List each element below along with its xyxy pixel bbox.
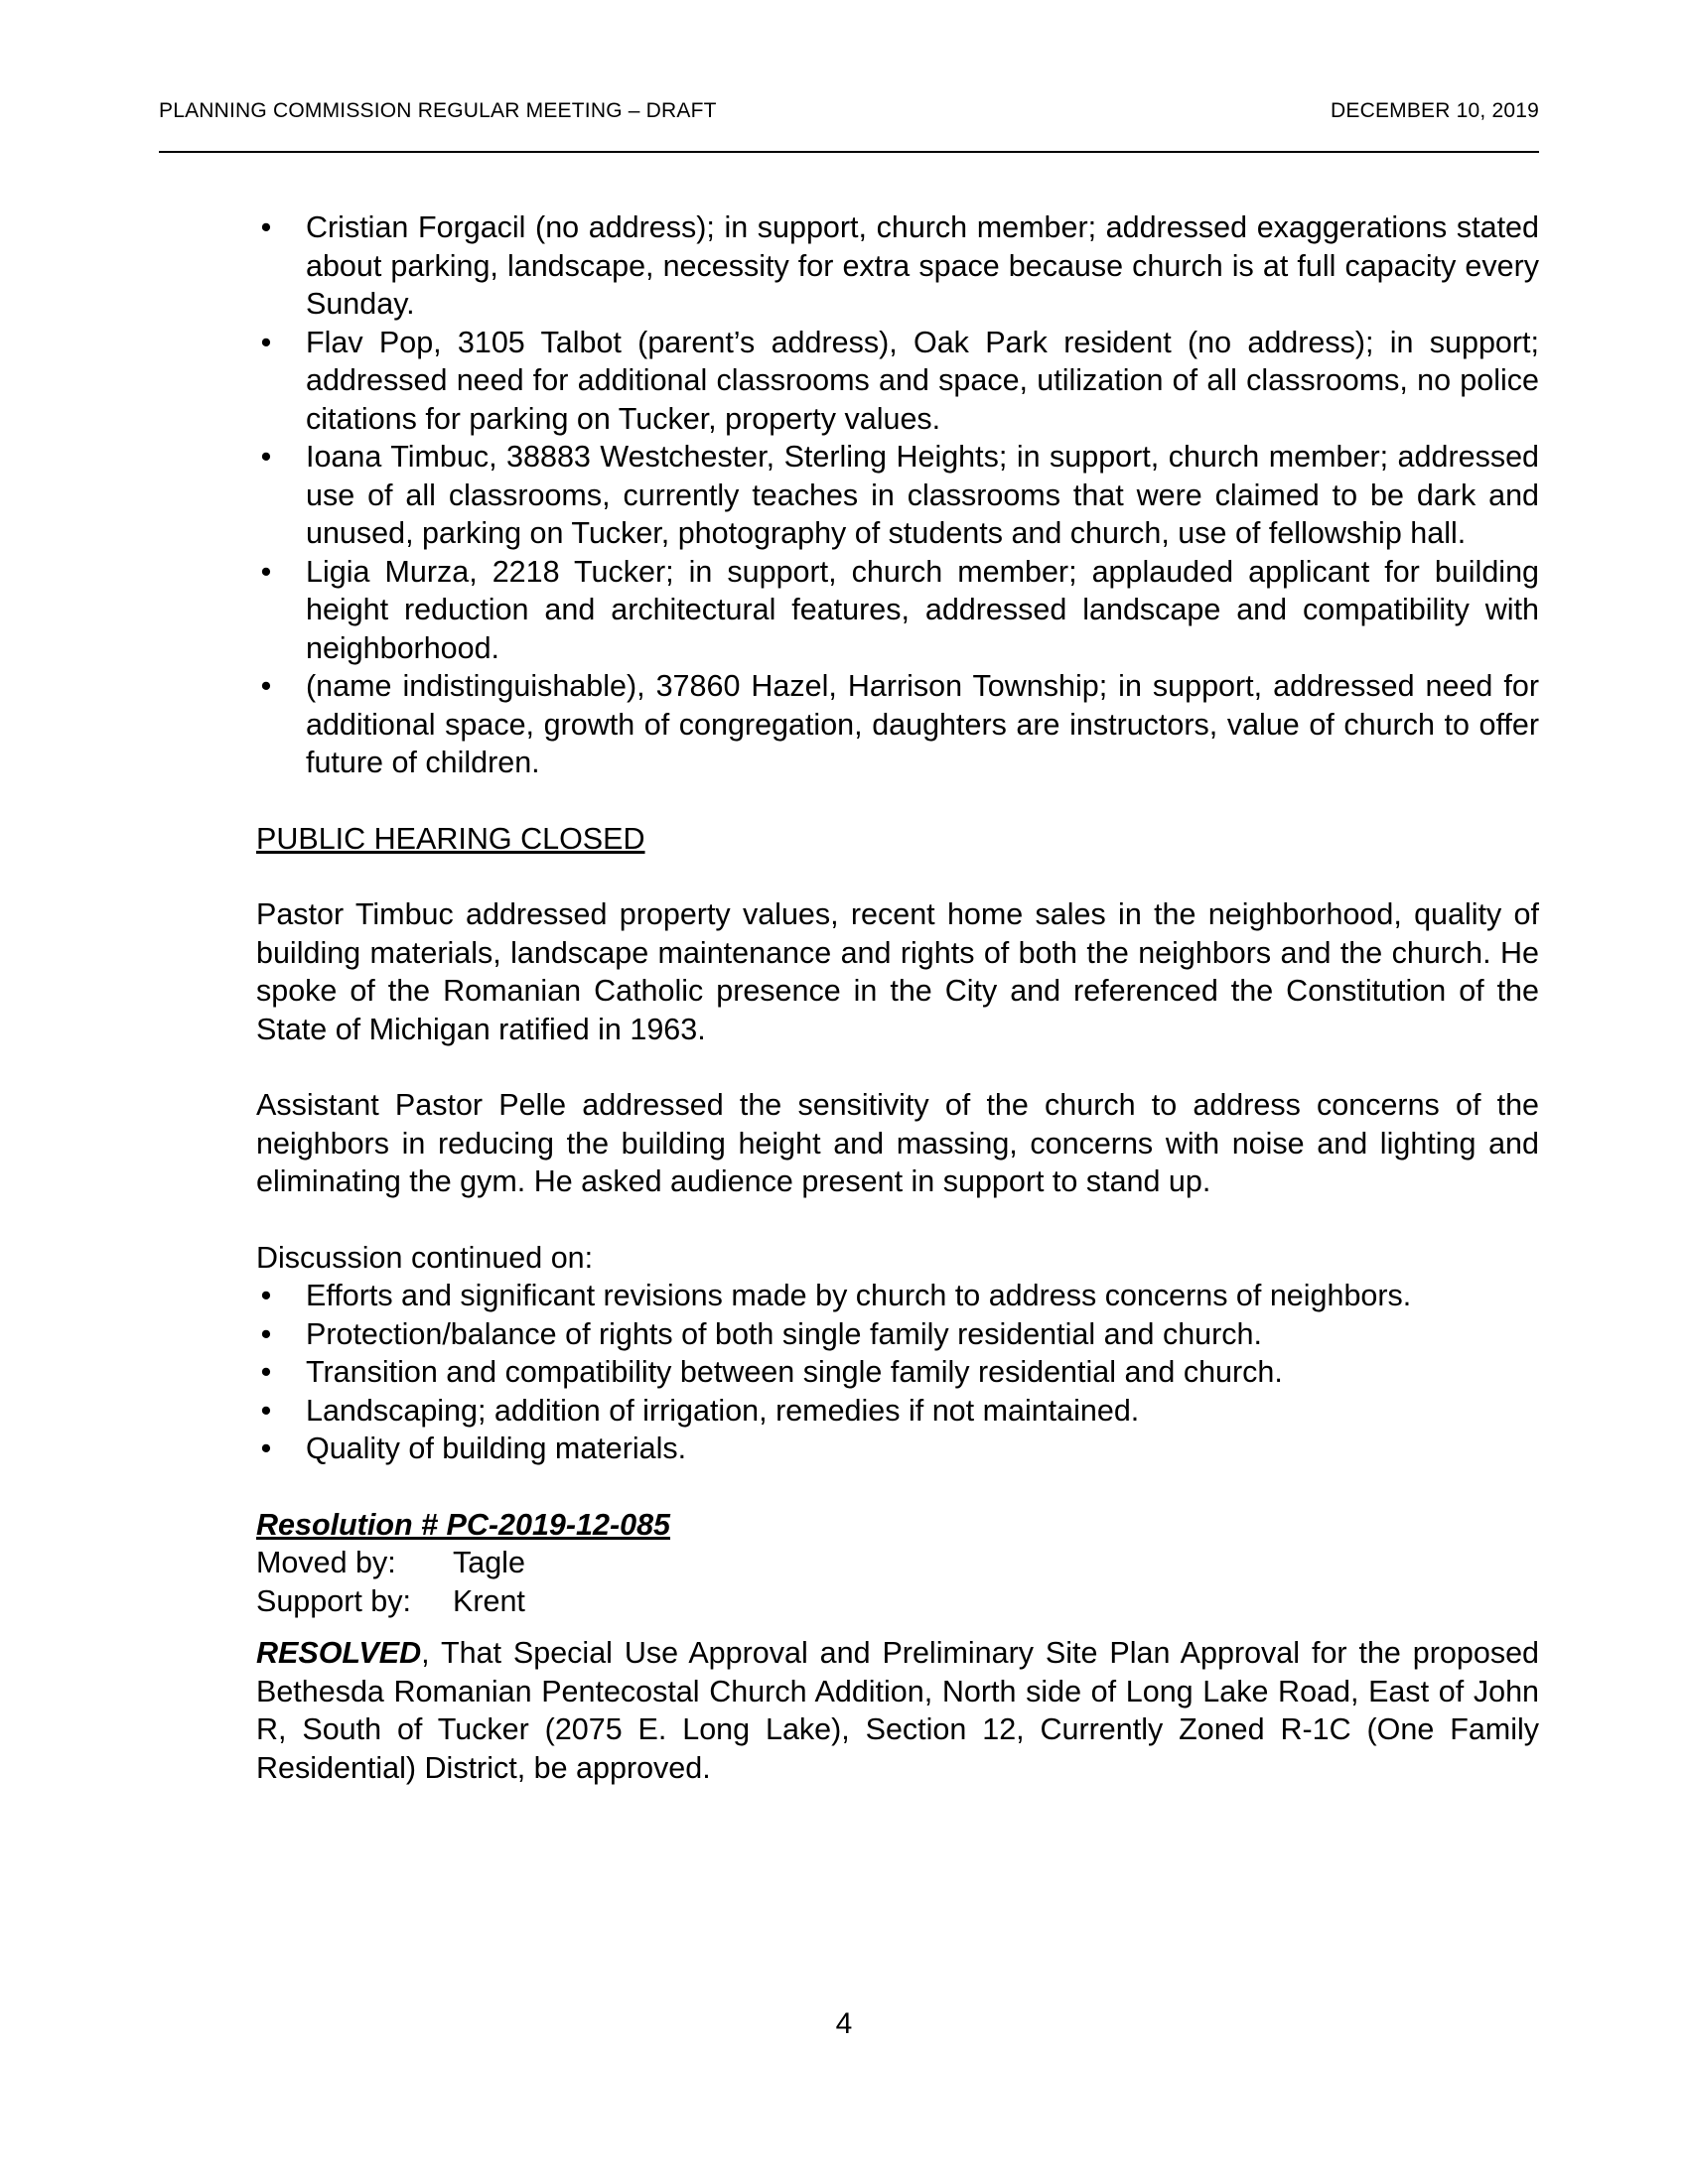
bullet-icon: • (260, 1316, 272, 1351)
bullet-icon: • (260, 554, 272, 589)
document-body (256, 208, 1539, 1787)
page-number: 4 (835, 2007, 853, 2040)
bullet-icon: • (260, 669, 272, 703)
speaker-text: Ioana Timbuc, 38883 Westchester, Sterling Heights; in support, church member; addressed use of all classrooms, currently teaches in classrooms that were claimed to be dark and unused, parking on Tucker, photography of students and church, use of fellowship hall. (306, 440, 1539, 550)
resolved-text: , That Special Use Approval and Preliminary Site Plan Approval for the proposed Bethesda Romanian Pentecostal Church Addition, North side of Long Lake Road, East of John R, South of Tucker (2075 E. Long Lake), Section 12, Currently Zoned R-1C (One Family Residential) District, be approved. (256, 1636, 1539, 1785)
section-heading: PUBLIC HEARING CLOSED (256, 821, 645, 856)
bullet-icon: • (260, 440, 272, 474)
bullet-icon: • (260, 1432, 272, 1465)
support-by-row (256, 1582, 1539, 1621)
discussion-text: Protection/balance of rights of both single family residential and church. (306, 1316, 1262, 1351)
resolved-paragraph (256, 1634, 1539, 1787)
list-item (256, 553, 1539, 668)
list-item (256, 667, 1539, 782)
list-item (256, 1430, 1539, 1468)
discussion-list (256, 1277, 1539, 1468)
list-item (256, 438, 1539, 553)
discussion-text: Landscaping; addition of irrigation, remedies if not maintained. (306, 1393, 1140, 1428)
discussion-intro: Discussion continued on: (256, 1240, 594, 1275)
bullet-icon: • (260, 1393, 272, 1428)
resolved-word: RESOLVED (256, 1636, 422, 1670)
discussion-text: Quality of building materials. (306, 1432, 687, 1465)
bullet-icon: • (260, 1279, 272, 1312)
bullet-icon: • (260, 210, 272, 244)
discussion-text: Efforts and significant revisions made by church to address concerns of neighbors. (306, 1279, 1412, 1312)
discussion-text: Transition and compatibility between single family residential and church. (306, 1355, 1283, 1389)
bullet-icon: • (260, 325, 272, 359)
list-item (256, 1392, 1539, 1431)
list-item (256, 1315, 1539, 1354)
header-date: DECEMBER 10, 2019 (1331, 99, 1539, 122)
resolution-title: Resolution # PC-2019-12-085 (256, 1507, 670, 1542)
speaker-text: Cristian Forgacil (no address); in support, church member; addressed exaggerations stated about parking, landscape, necessity for extra space because church is at full capacity every Sunday. (306, 210, 1539, 321)
list-item (256, 208, 1539, 324)
support-by-label: Support by: (256, 1583, 411, 1618)
speaker-list (256, 208, 1539, 782)
paragraph-assistant-pastor: Assistant Pastor Pelle addressed the sensitivity of the church to address concerns of the neighbors in reducing the building height and massing, concerns with noise and lighting and eliminating the gym. He asked audience present in support to stand up. (256, 1088, 1539, 1198)
speaker-text: (name indistinguishable), 37860 Hazel, Harrison Township; in support, addressed need for additional space, growth of congregation, daughters are instructors, value of church to offer future of children. (306, 669, 1539, 779)
support-by-value: Krent (453, 1583, 525, 1618)
list-item (256, 324, 1539, 439)
list-item (256, 1353, 1539, 1392)
moved-by-value: Tagle (453, 1546, 525, 1579)
paragraph-pastor: Pastor Timbuc addressed property values, recent home sales in the neighborhood, quality of building materials, landscape maintenance and rights of both the neighbors and the church. He spoke of the Romanian Catholic presence in the City and referenced the Constitution of the State of Michigan ratified in 1963. (256, 897, 1539, 1046)
list-item (256, 1277, 1539, 1315)
moved-by-label: Moved by: (256, 1546, 396, 1579)
page-header (159, 95, 1539, 153)
speaker-text: Ligia Murza, 2218 Tucker; in support, church member; applauded applicant for building height reduction and architectural features, addressed landscape and compatibility with neighborhood. (306, 554, 1539, 665)
moved-by-row (256, 1544, 1539, 1582)
bullet-icon: • (260, 1355, 272, 1389)
header-title: PLANNING COMMISSION REGULAR MEETING – DRAFT (159, 99, 717, 122)
speaker-text: Flav Pop, 3105 Talbot (parent’s address), Oak Park resident (no address); in support; addressed need for additional classrooms and space, utilization of all classrooms, no police citations for parking on Tucker, property values. (306, 325, 1539, 436)
